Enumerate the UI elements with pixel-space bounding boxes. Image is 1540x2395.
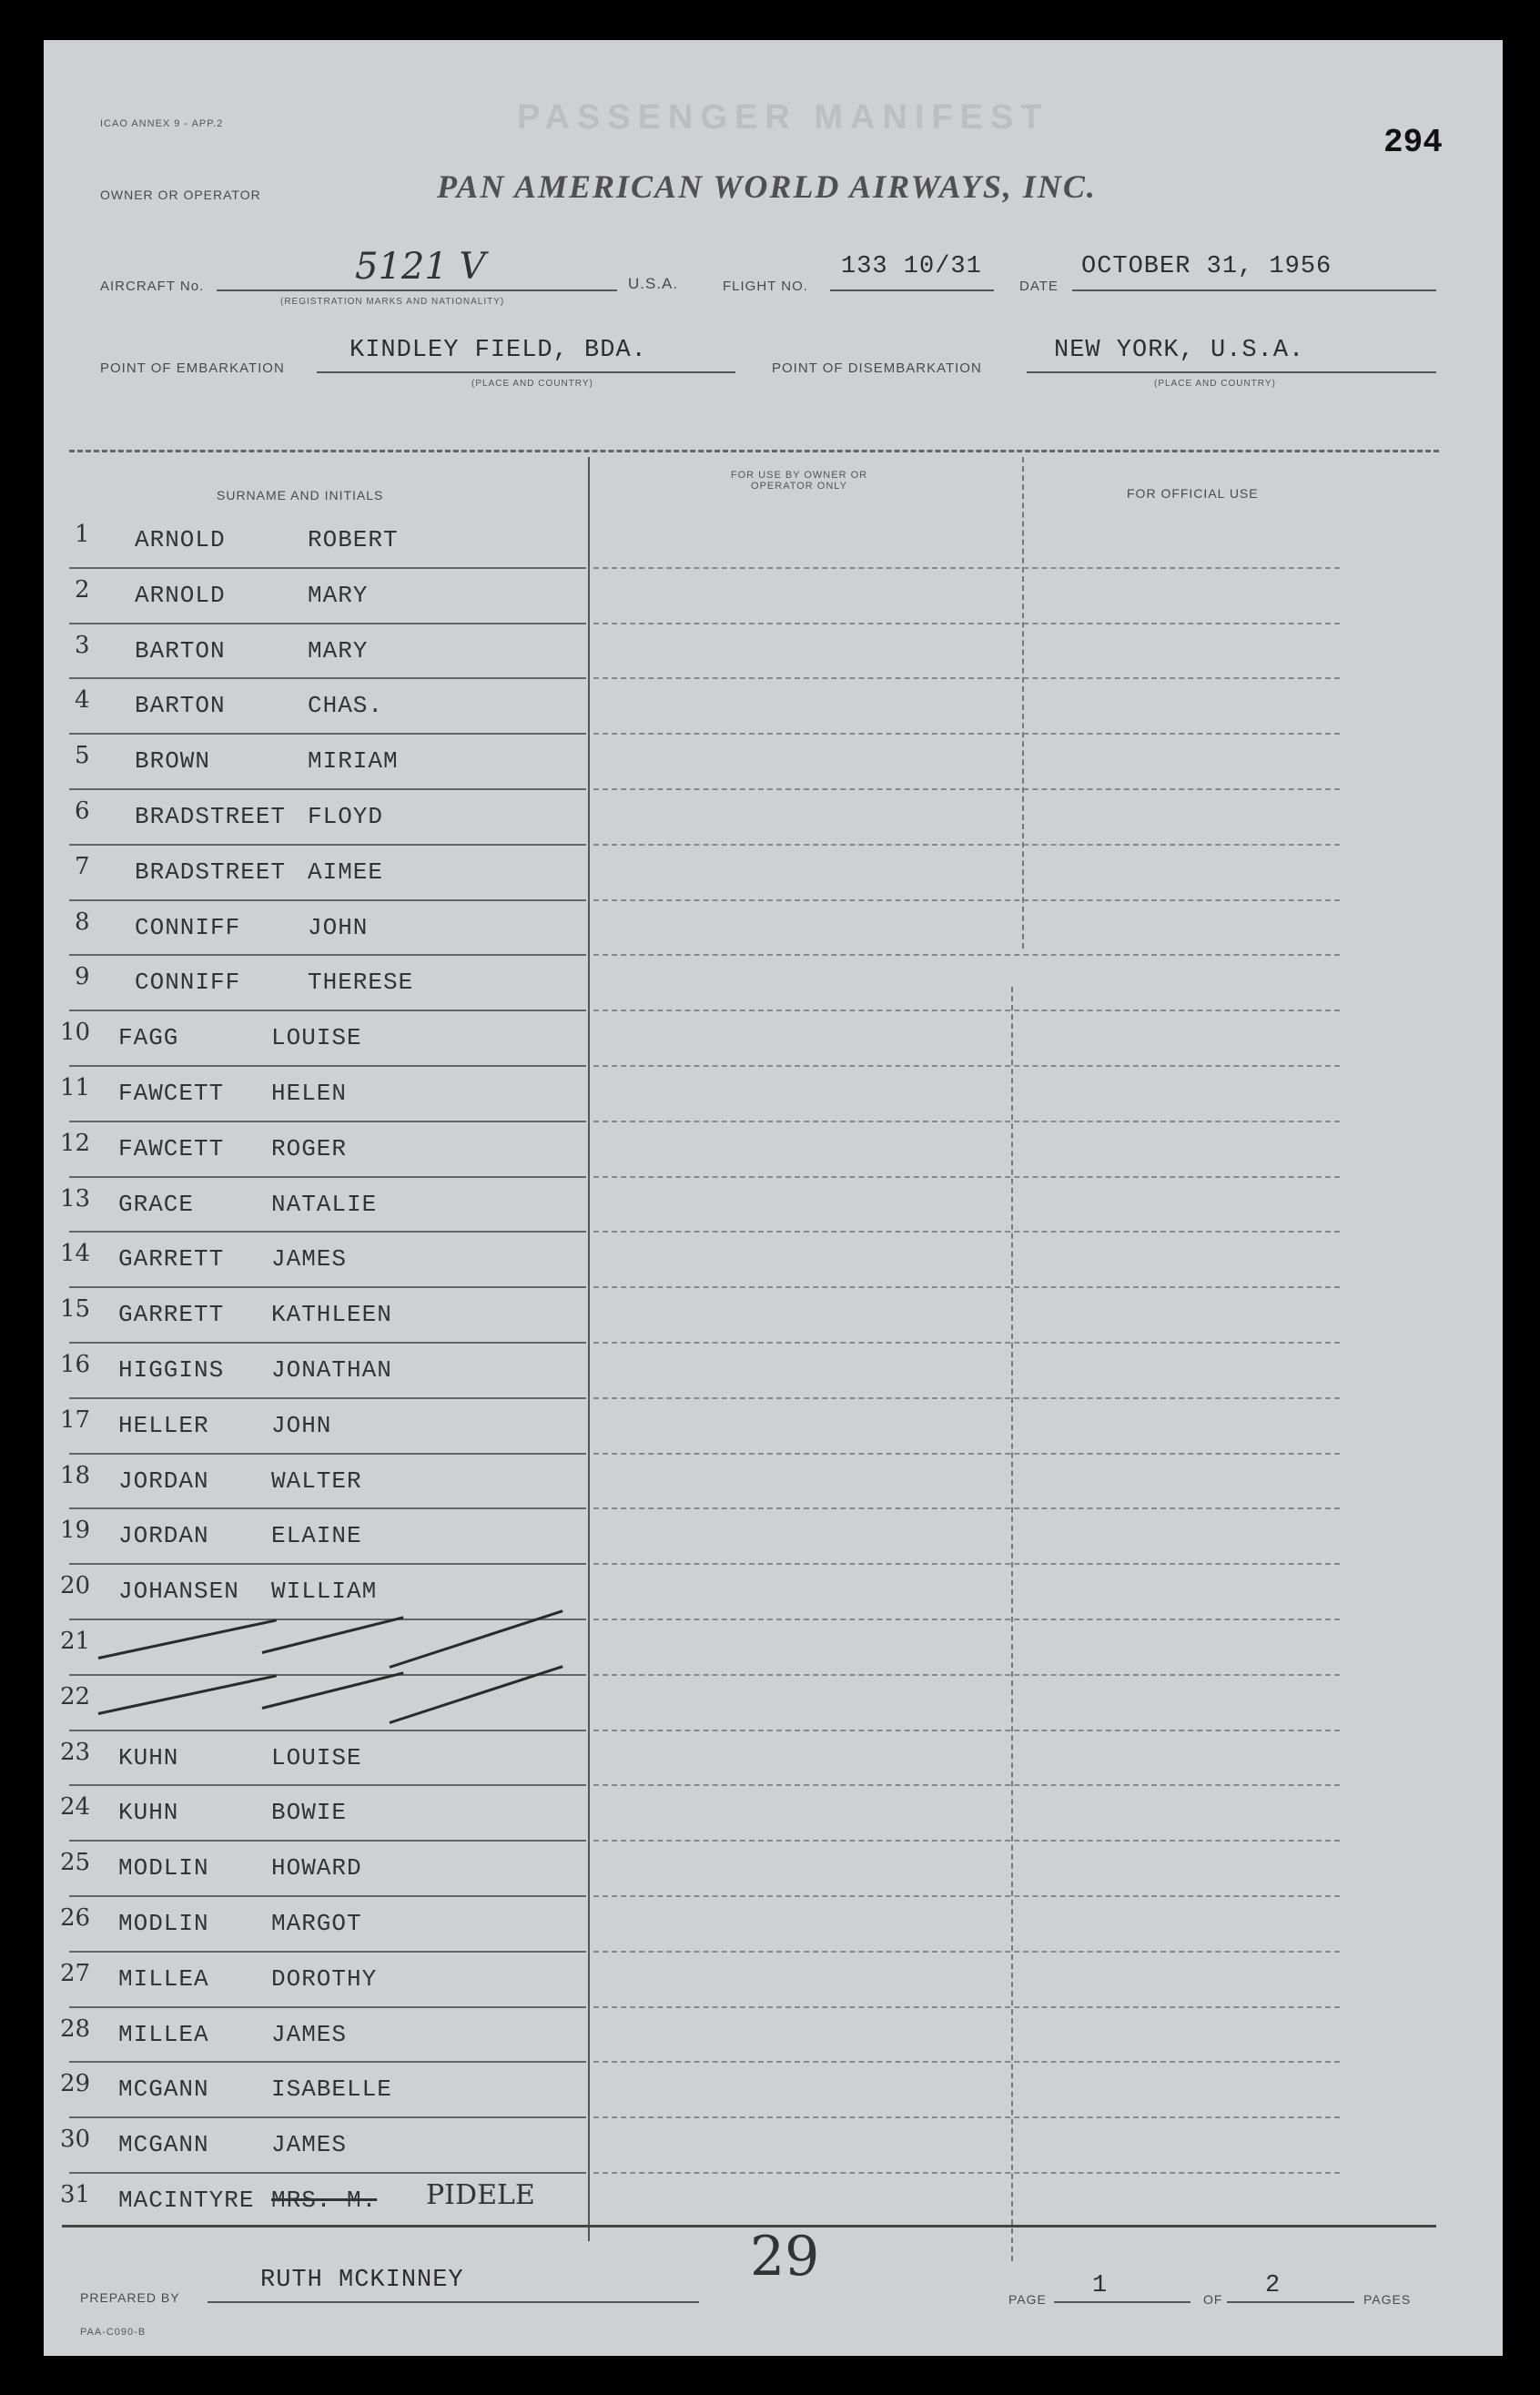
passenger-surname: BARTON — [135, 636, 226, 665]
embark-sub: (PLACE AND COUNTRY) — [471, 379, 593, 389]
passenger-surname: GARRETT — [118, 1301, 225, 1329]
strike-through-mark — [98, 1619, 277, 1659]
row-divider-right — [593, 1176, 1340, 1178]
prepared-label: PREPARED BY — [80, 2290, 180, 2305]
row-divider-right — [593, 2116, 1340, 2118]
passenger-given-name: DOROTHY — [271, 1964, 378, 1993]
strike-through-mark — [262, 1616, 404, 1654]
row-divider-right — [593, 623, 1340, 624]
row-divider — [69, 1342, 586, 1344]
passenger-given-name: WILLIAM — [271, 1578, 378, 1606]
manifest-page — [44, 40, 1503, 2356]
row-divider — [69, 1730, 586, 1731]
row-divider-right — [593, 2006, 1340, 2008]
row-divider — [69, 788, 586, 790]
row-divider — [69, 954, 586, 956]
passenger-given-name: ROBERT — [308, 526, 399, 553]
row-number: 9 — [75, 963, 90, 991]
pages-label: PAGES — [1363, 2292, 1412, 2307]
row-number: 14 — [60, 1240, 91, 1268]
col-owner: FOR USE BY OWNER OR OPERATOR ONLY — [730, 470, 868, 492]
date-label: DATE — [1019, 279, 1059, 294]
row-divider — [69, 567, 586, 569]
row-divider — [69, 1065, 586, 1067]
flight-label: FLIGHT NO. — [723, 279, 808, 294]
passenger-given-name: KATHLEEN — [271, 1301, 392, 1329]
passenger-given-name: HOWARD — [271, 1854, 362, 1883]
row-number: 4 — [75, 686, 90, 715]
row-divider-right — [593, 1784, 1340, 1786]
row-divider-right — [593, 733, 1340, 735]
row-divider-right — [593, 1507, 1340, 1509]
row-number: 12 — [60, 1129, 91, 1157]
passenger-given-name: HELEN — [271, 1080, 348, 1107]
aircraft-label: AIRCRAFT No. — [100, 279, 205, 294]
row-divider-right — [593, 1453, 1340, 1455]
row-divider-right — [593, 2172, 1340, 2174]
row-number: 29 — [60, 2070, 91, 2098]
passenger-surname: BROWN — [135, 747, 211, 776]
passenger-given-name: ELAINE — [271, 1522, 362, 1550]
row-number: 27 — [60, 1959, 91, 1987]
prepared-value: RUTH MCKINNEY — [260, 2267, 464, 2294]
passenger-given-name: JAMES — [271, 2131, 348, 2159]
row-divider — [69, 2116, 586, 2118]
passenger-given-name: NATALIE — [271, 1190, 378, 1218]
tally-mark: 29 — [750, 2225, 820, 2288]
faded-title: PASSENGER MANIFEST — [517, 98, 1049, 137]
passenger-surname: CONNIFF — [135, 913, 241, 941]
given-name-correction: PIDELE — [426, 2179, 535, 2211]
row-divider — [69, 1895, 586, 1897]
row-number: 20 — [60, 1572, 91, 1600]
row-number: 28 — [60, 2014, 91, 2043]
passenger-surname: FAWCETT — [118, 1134, 225, 1162]
page-number: 294 — [1383, 124, 1443, 161]
form-id: ICAO ANNEX 9 - APP.2 — [100, 118, 224, 129]
passenger-surname: JOHANSEN — [118, 1578, 239, 1606]
of-value: 2 — [1265, 2272, 1282, 2299]
row-divider-right — [593, 1231, 1340, 1233]
row-divider — [69, 1231, 586, 1233]
passenger-surname: BARTON — [135, 692, 226, 720]
row-divider — [69, 1563, 586, 1565]
passenger-given-name: WALTER — [271, 1466, 362, 1495]
passenger-surname: KUHN — [118, 1799, 179, 1827]
passenger-surname: MILLEA — [118, 1964, 209, 1993]
disembark-label: POINT OF DISEMBARKATION — [772, 360, 982, 376]
row-number: 6 — [75, 797, 90, 825]
passenger-given-name: MARY — [308, 581, 369, 609]
passenger-surname: HELLER — [118, 1411, 209, 1439]
passenger-given-name: CHAS. — [308, 692, 384, 720]
passenger-given-name: MARGOT — [271, 1910, 362, 1937]
row-divider — [69, 1840, 586, 1842]
passenger-given-name: JOHN — [271, 1411, 332, 1439]
page-value: 1 — [1092, 2272, 1109, 2299]
passenger-given-name: JAMES — [271, 1245, 348, 1274]
row-divider — [69, 1951, 586, 1953]
passenger-surname: ARNOLD — [135, 581, 226, 609]
passenger-given-name: JAMES — [271, 2020, 348, 2048]
row-divider — [69, 2172, 586, 2174]
disembark-value: NEW YORK, U.S.A. — [1054, 337, 1305, 364]
row-divider — [69, 1176, 586, 1178]
row-divider-right — [593, 1674, 1340, 1676]
passenger-given-name: MARY — [308, 636, 369, 665]
row-divider — [69, 1397, 586, 1399]
row-number: 3 — [75, 631, 90, 659]
row-number: 18 — [60, 1461, 91, 1489]
row-divider-right — [593, 954, 1340, 956]
passenger-surname: FAWCETT — [118, 1080, 225, 1107]
row-divider-right — [593, 1840, 1340, 1842]
passenger-surname: BRADSTREET — [135, 803, 287, 830]
row-number: 23 — [60, 1738, 91, 1766]
passenger-surname: GRACE — [118, 1190, 195, 1218]
row-number: 30 — [60, 2126, 91, 2154]
passenger-surname: KUHN — [118, 1743, 179, 1771]
passenger-surname: MODLIN — [118, 1854, 209, 1883]
passenger-surname: BRADSTREET — [135, 858, 287, 886]
row-divider-right — [593, 1065, 1340, 1067]
passenger-surname: ARNOLD — [135, 526, 226, 553]
row-divider-right — [593, 1895, 1340, 1897]
passenger-given-name: LOUISE — [271, 1024, 362, 1052]
passenger-surname: CONNIFF — [135, 969, 241, 997]
page-label: PAGE — [1008, 2292, 1047, 2307]
row-number: 25 — [60, 1849, 91, 1877]
passenger-given-name: JONATHAN — [271, 1356, 392, 1384]
passenger-given-name: MIRIAM — [308, 747, 399, 776]
row-divider-right — [593, 1010, 1340, 1011]
row-number: 21 — [60, 1628, 91, 1655]
row-number: 19 — [60, 1517, 91, 1545]
date-value: OCTOBER 31, 1956 — [1081, 253, 1332, 280]
strike-through-mark — [98, 1674, 277, 1715]
row-divider-right — [593, 567, 1340, 569]
row-number: 5 — [75, 742, 90, 770]
row-divider — [69, 2006, 586, 2008]
row-number: 13 — [60, 1184, 91, 1213]
aircraft-sub: (REGISTRATION MARKS AND NATIONALITY) — [280, 297, 505, 307]
passenger-given-name: BOWIE — [271, 1799, 348, 1827]
passenger-given-name: FLOYD — [308, 803, 384, 830]
passenger-surname: MCGANN — [118, 2075, 209, 2104]
passenger-surname: MACINTYRE — [118, 2187, 255, 2214]
flight-value: 133 10/31 — [841, 253, 982, 280]
passenger-given-name: JOHN — [308, 913, 369, 941]
col-official: FOR OFFICIAL USE — [1127, 486, 1259, 501]
of-label: OF — [1203, 2292, 1223, 2307]
strike-through-mark — [262, 1671, 404, 1710]
row-divider — [69, 1507, 586, 1509]
row-divider — [69, 677, 586, 679]
row-divider — [69, 1010, 586, 1011]
row-divider — [69, 899, 586, 901]
row-divider-right — [593, 1619, 1340, 1620]
row-divider — [69, 733, 586, 735]
row-divider-right — [593, 677, 1340, 679]
disembark-sub: (PLACE AND COUNTRY) — [1154, 379, 1276, 389]
row-number: 7 — [75, 852, 90, 880]
row-divider-right — [593, 1951, 1340, 1953]
passenger-surname: GARRETT — [118, 1245, 225, 1274]
row-divider-right — [593, 2061, 1340, 2063]
row-divider — [69, 2061, 586, 2063]
row-divider-right — [593, 1286, 1340, 1288]
row-number: 16 — [60, 1351, 91, 1378]
form-code: PAA-C090-B — [80, 2327, 147, 2338]
row-divider — [69, 1121, 586, 1122]
row-divider — [69, 844, 586, 846]
row-number: 2 — [75, 575, 90, 604]
row-divider-right — [593, 1342, 1340, 1344]
row-divider — [69, 1453, 586, 1455]
row-divider-right — [593, 1397, 1340, 1399]
passenger-surname: MILLEA — [118, 2020, 209, 2048]
owner-label: OWNER OR OPERATOR — [100, 188, 261, 202]
passenger-surname: MCGANN — [118, 2131, 209, 2159]
row-number: 17 — [60, 1406, 91, 1434]
passenger-surname: MODLIN — [118, 1910, 209, 1937]
row-divider-right — [593, 788, 1340, 790]
row-divider — [69, 1674, 586, 1676]
row-divider-right — [593, 1121, 1340, 1122]
row-divider-right — [593, 1730, 1340, 1731]
row-number: 24 — [60, 1793, 91, 1822]
embark-label: POINT OF EMBARKATION — [100, 360, 285, 376]
embark-value: KINDLEY FIELD, BDA. — [350, 337, 647, 364]
passenger-surname: JORDAN — [118, 1522, 209, 1550]
owner-value: PAN AMERICAN WORLD AIRWAYS, INC. — [437, 168, 1097, 205]
passenger-given-name: LOUISE — [271, 1743, 362, 1771]
row-number: 11 — [60, 1074, 91, 1101]
passenger-given-name: THERESE — [308, 969, 414, 997]
row-number: 26 — [60, 1904, 91, 1932]
row-number: 1 — [75, 521, 90, 548]
row-number: 22 — [60, 1682, 91, 1710]
row-number: 10 — [60, 1019, 91, 1047]
row-divider-right — [593, 1563, 1340, 1565]
passenger-given-name: MRS. M. — [271, 2187, 378, 2214]
row-divider-right — [593, 899, 1340, 901]
row-number: 8 — [75, 908, 90, 936]
passenger-given-name: AIMEE — [308, 858, 384, 886]
passenger-given-name: ISABELLE — [271, 2075, 392, 2104]
passenger-surname: HIGGINS — [118, 1356, 225, 1384]
nationality: U.S.A. — [628, 275, 679, 292]
aircraft-value: 5121 V — [355, 246, 486, 288]
row-divider — [69, 1619, 586, 1620]
passenger-given-name: ROGER — [271, 1134, 348, 1162]
passenger-surname: JORDAN — [118, 1466, 209, 1495]
row-divider — [69, 1286, 586, 1288]
row-number: 15 — [60, 1295, 91, 1324]
row-number: 31 — [60, 2181, 91, 2208]
row-divider — [69, 1784, 586, 1786]
row-divider-right — [593, 844, 1340, 846]
passenger-surname: FAGG — [118, 1024, 179, 1052]
col-surname: SURNAME AND INITIALS — [217, 488, 384, 502]
row-divider — [69, 623, 586, 624]
